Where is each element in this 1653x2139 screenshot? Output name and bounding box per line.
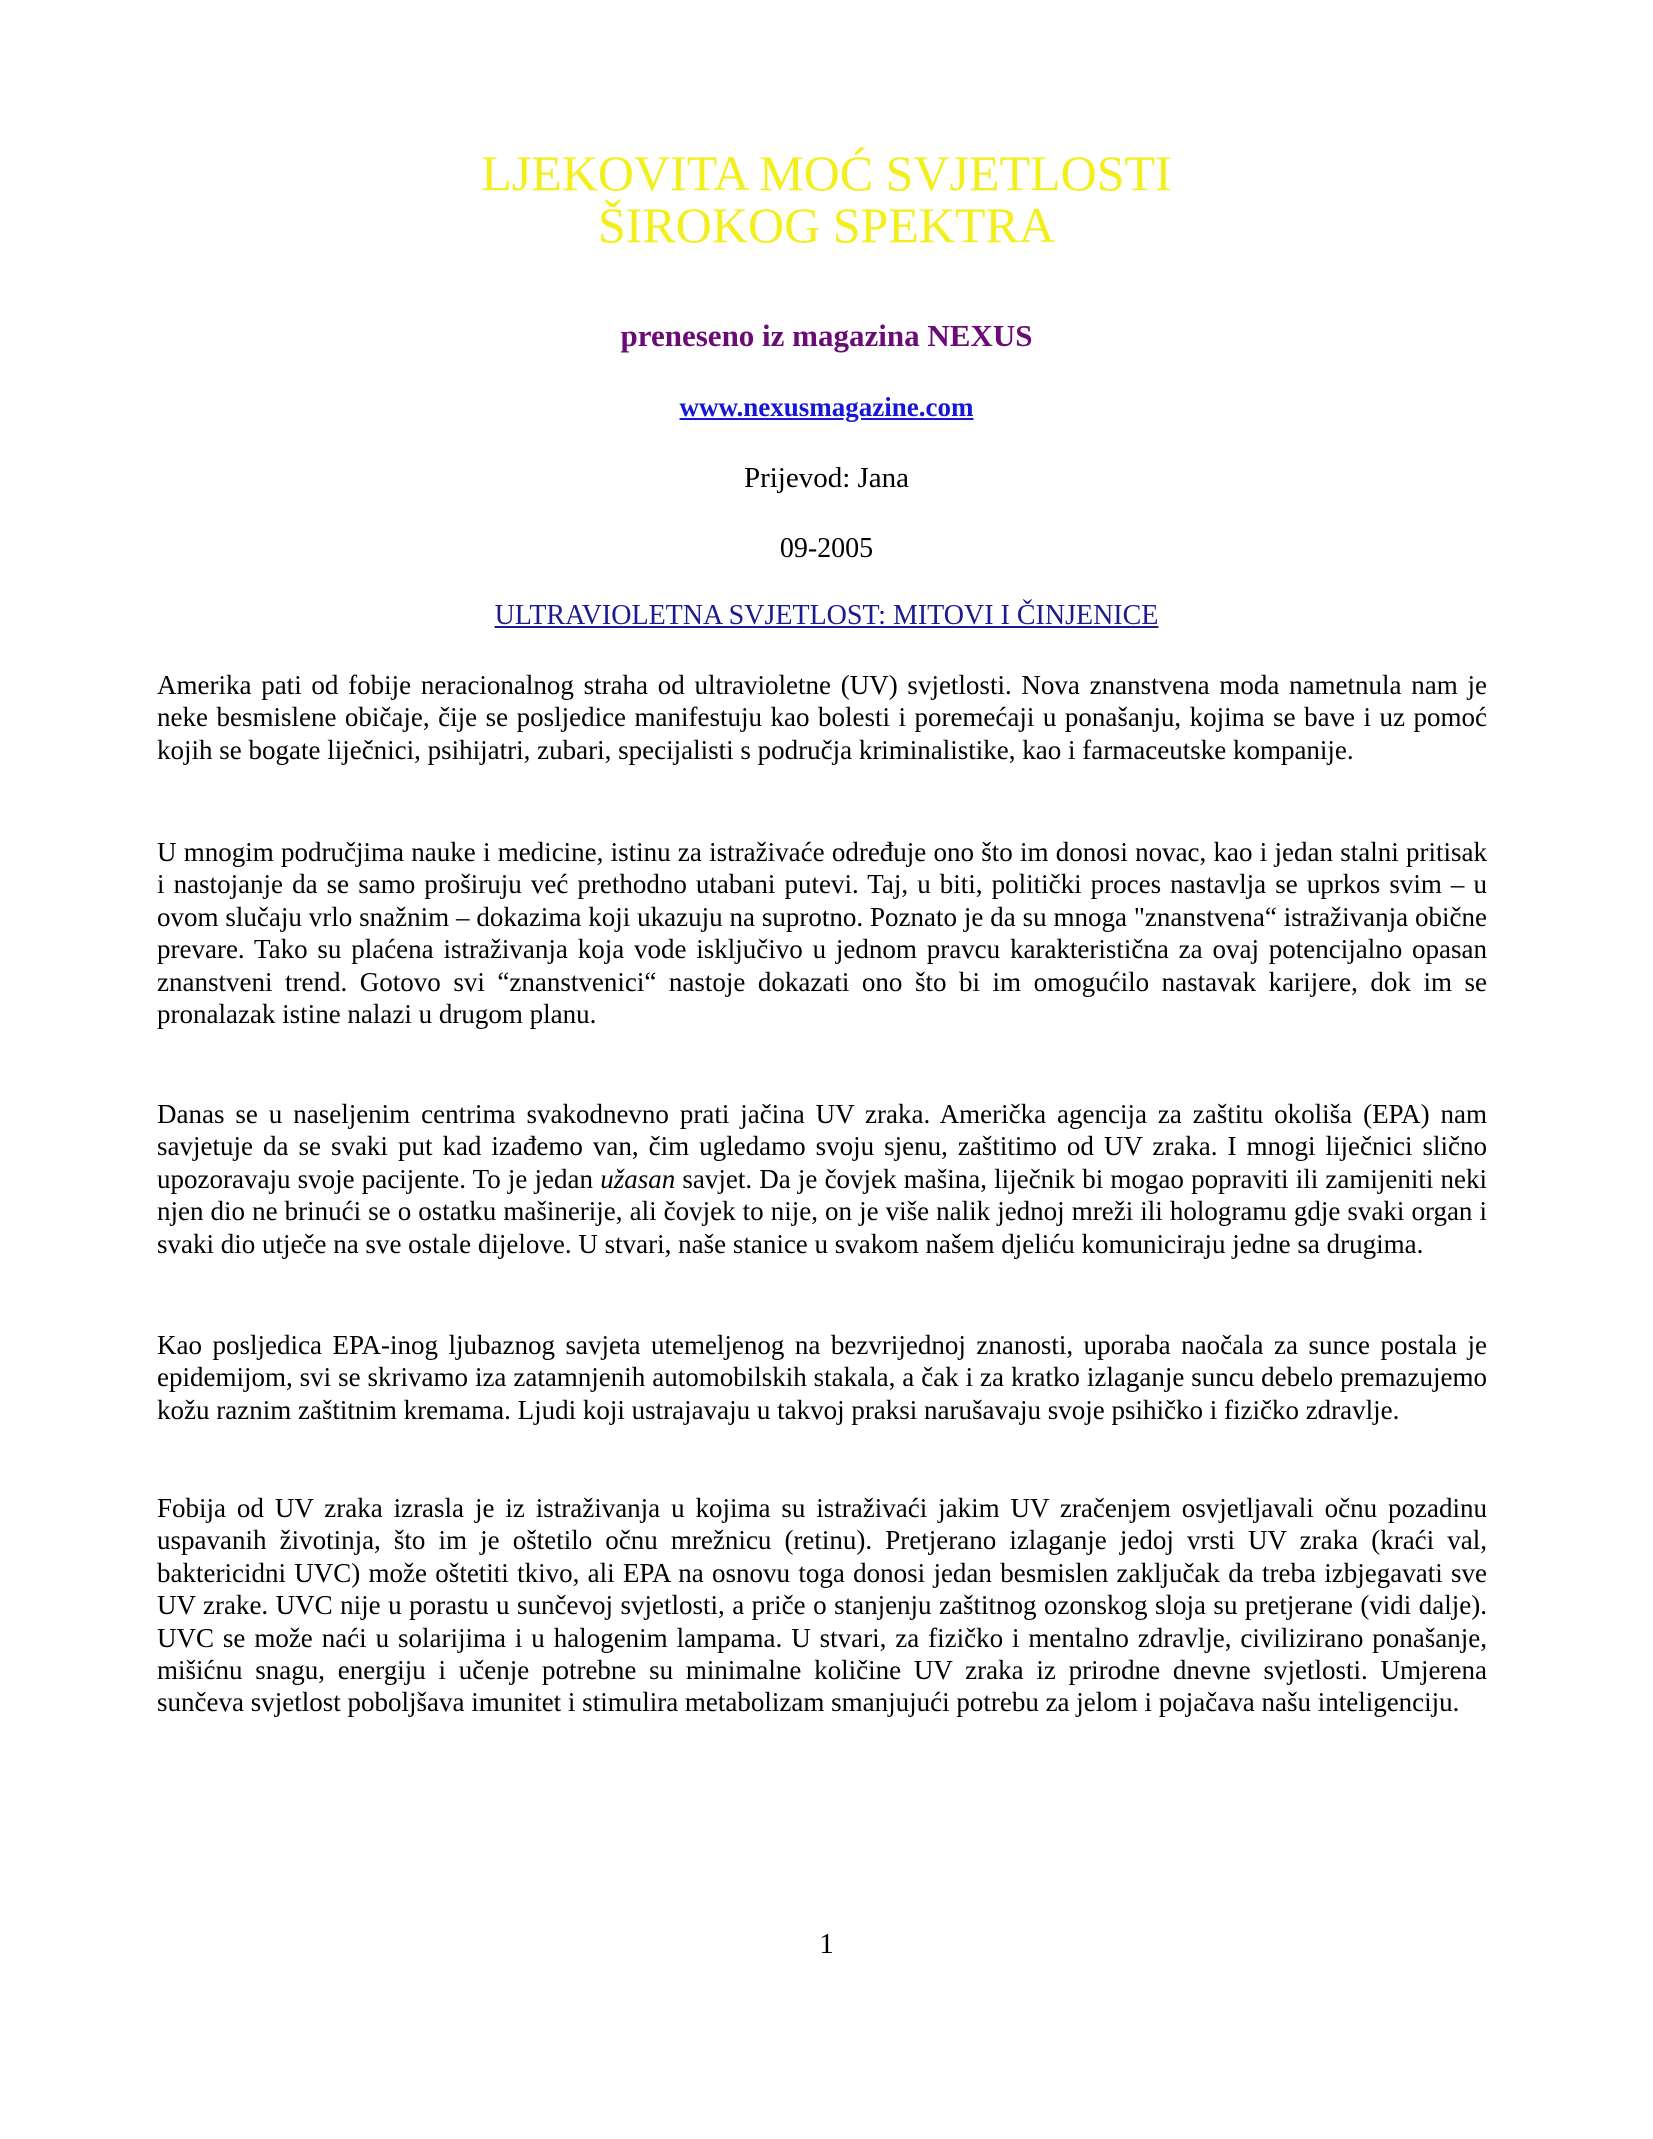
paragraph-3-text-start: Danas se u naseljenim centrima svakodnevno prati jačina UV zraka. Američka agencija za zaštitu okoliša (EPA) nam savjetuje da se svaki put kad izađemo van, čim ugledamo svoju sjenu, zaštitimo od UV zraka. I mnogi liječnici slično upozoravaju svoje pacijente. To je jedan — [157, 1099, 1487, 1194]
document-title-line-1: LJEKOVITA MOĆ SVJETLOSTI — [481, 145, 1172, 201]
body-paragraph-2: U mnogim područjima nauke i medicine, istinu za istraživaće određuje ono što im donosi novac, kao i jedan stalni pritisak i nastojanje da se samo proširuju već prethodno utabani putevi. Taj, u biti, politički proces nastavlja se uprkos svim – u ovom slučaju vrlo snažnim – dokazima koji ukazuju na suprotno. Poznato je da su mnoga "znanstvena“ istraživanja obične prevare. Tako su plaćena istraživanja koja vode isključivo u jednom pravcu karakteristična za ovaj potencijalno opasan znanstveni trend. Gotovo svi “znanstvenici“ nastoje dokazati ono što bi im omogućilo nastavak karijere, dok im se pronalazak istine nalazi u drugom planu. — [157, 837, 1487, 1030]
source-url — [0, 392, 1653, 423]
body-paragraph-5: Fobija od UV zraka izrasla je iz istraživanja u kojima su istraživaći jakim UV zračenjem osvjetljavali očnu pozadinu uspavanih životinja, što im je oštetilo očnu mrežnicu (retinu). Pretjerano izlaganje jedoj vrsti UV zraka (kraći val, baktericidni UVC) može oštetiti tkivo, ali EPA na osnovu toga donosi jedan besmislen zaključak da treba izbjegavati sve UV zrake. UVC nije u porastu u sunčevoj svjetlosti, a priče o stanjenju zaštitnog ozonskog sloja su pretjerane (vidi dalje). UVC se može naći u solarijima i u halogenim lampama. U stvari, za fizičko i mentalno zdravlje, civilizirano ponašanje, mišićnu snagu, energiju i učenje potrebne su minimalne količine UV zraka iz prirodne dnevne svjetlosti. Umjerena sunčeva svjetlost poboljšava imunitet i stimulira metabolizam smanjujući potrebu za jelom i pojačava našu inteligenciju. — [157, 1493, 1487, 1718]
publication-date: 09-2005 — [779, 533, 874, 564]
translator-credit: Prijevod: Jana — [743, 462, 910, 494]
source-credit: preneseno iz magazina NEXUS — [620, 318, 1033, 353]
document-title-line-2: ŠIROKOG SPEKTRA — [597, 197, 1055, 253]
page-number: 1 — [819, 1928, 834, 1960]
section-heading: ULTRAVIOLETNA SVJETLOST: MITOVI I ČINJENICE — [494, 600, 1159, 631]
paragraph-3-text-end: savjet. Da je čovjek mašina, liječnik bi mogao popraviti ili zamijeniti neki njen dio ne brinući se o ostatku mašinerije, ali čovjek to nije, on je više nalik jednoj mreži ili hologramu gdje svaki organ i svaki dio utječe na sve ostale dijelove. U stvari, naše stanice u svakom našem djeliću komuniciraju jedne sa drugima. — [157, 1163, 1487, 1259]
paragraph-3-emphasis: užasan — [600, 1163, 676, 1194]
source-url-link[interactable]: www.nexusmagazine.com — [679, 392, 974, 422]
body-paragraph-1: Amerika pati od fobije neracionalnog straha od ultravioletne (UV) svjetlosti. Nova znanstvena moda nametnula nam je neke besmislene običaje, čije se posljedice manifestuju kao bolesti i poremećaji u ponašanju, kojima se bave i uz pomoć kojih se bogate liječnici, psihijatri, zubari, specijalisti s područja kriminalistike, kao i farmaceutske kompanije. — [157, 670, 1487, 765]
body-paragraph-4: Kao posljedica EPA-inog ljubaznog savjeta utemeljenog na bezvrijednoj znanosti, uporaba naočala za sunce postala je epidemijom, svi se skrivamo iza zatamnjenih automobilskih stakala, a čak i za kratko izlaganje suncu debelo premazujemo kožu raznim zaštitnim kremama. Ljudi koji ustrajavaju u takvoj praksi narušavaju svoje psihičko i fizičko zdravlje. — [157, 1330, 1487, 1425]
body-paragraph-3 — [157, 1098, 1487, 1260]
